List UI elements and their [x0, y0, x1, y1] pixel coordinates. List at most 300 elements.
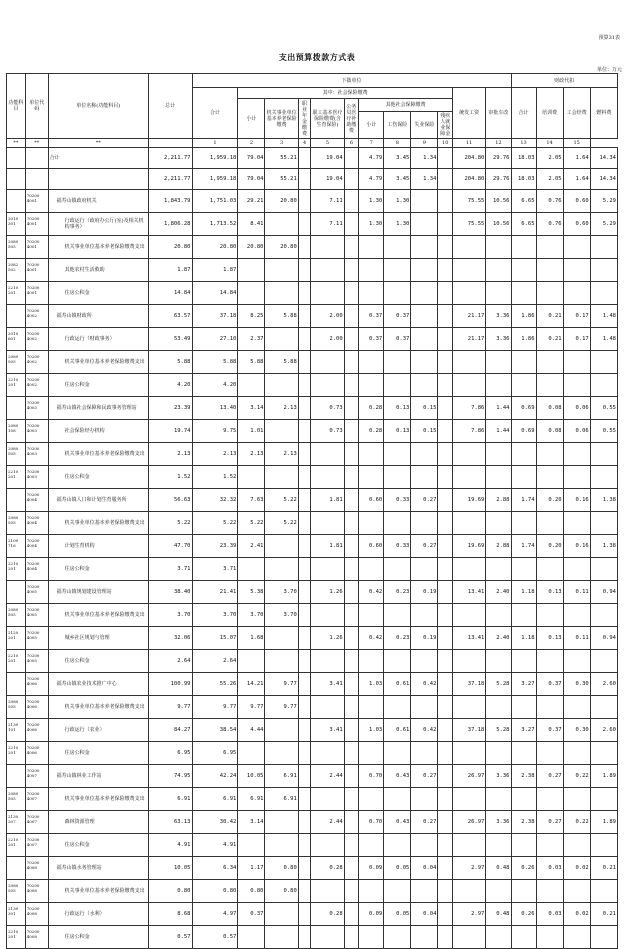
value-cell [511, 351, 536, 374]
name-cell: 森林资源管理 [48, 811, 148, 834]
name-cell: 住房公积金 [48, 558, 148, 581]
column-number: 10 [438, 139, 453, 148]
value-cell: 8.68 [148, 903, 192, 926]
table-row [7, 305, 618, 328]
value-cell [298, 148, 311, 169]
value-cell: 1.03 [359, 719, 384, 742]
value-cell [511, 742, 536, 765]
value-cell: 13.41 [453, 627, 486, 650]
value-cell: 4.20 [148, 374, 192, 397]
value-cell: 0.57 [148, 926, 192, 949]
value-cell: 7.11 [311, 190, 344, 213]
func-code-cell: 2080 505 [7, 696, 26, 719]
value-cell: 2.13 [265, 397, 298, 420]
header-down-group: 下拨单位 [192, 74, 511, 88]
value-cell: 0.21 [590, 903, 617, 926]
value-cell: 1.34 [411, 169, 438, 190]
value-cell [411, 259, 438, 282]
value-cell [486, 834, 511, 857]
value-cell: 2.60 [590, 673, 617, 696]
value-cell: 37.18 [453, 719, 486, 742]
value-cell [411, 213, 438, 236]
value-cell: 2.64 [148, 650, 192, 673]
value-cell: 1.30 [359, 190, 384, 213]
value-cell [563, 236, 590, 259]
value-cell: 2.05 [536, 148, 563, 169]
value-cell [438, 466, 453, 489]
value-cell [384, 466, 411, 489]
value-cell: 23.39 [148, 397, 192, 420]
value-cell: 0.80 [238, 880, 265, 903]
value-cell: 2.13 [265, 443, 298, 466]
value-cell [453, 650, 486, 673]
value-cell [238, 926, 265, 949]
value-cell: 0.61 [384, 673, 411, 696]
name-cell: 其他农村生活救助 [48, 259, 148, 282]
name-cell: 机关事业单位基本养老保险缴费支出 [48, 236, 148, 259]
value-cell [536, 650, 563, 673]
func-code-cell: 2080 505 [7, 443, 26, 466]
value-cell: 5.29 [590, 213, 617, 236]
value-cell: 2.00 [311, 328, 344, 351]
value-cell: 1.81 [311, 535, 344, 558]
func-code-cell: 2080 505 [7, 351, 26, 374]
value-cell: 0.94 [590, 581, 617, 604]
header-training: 培训费 [536, 88, 563, 139]
name-cell: 福寿山镇政府机关 [48, 190, 148, 213]
value-cell [359, 604, 384, 627]
form-tag: 预算31表 [598, 35, 620, 41]
value-cell [311, 351, 344, 374]
value-cell: 1.89 [590, 811, 617, 834]
value-cell: 3.41 [311, 719, 344, 742]
value-cell: 4.20 [192, 374, 238, 397]
value-cell [486, 880, 511, 903]
value-cell: 7.63 [238, 489, 265, 512]
name-cell: 机关事业单位基本养老保险缴费支出 [48, 604, 148, 627]
func-code-cell: 2080 505 [7, 880, 26, 903]
value-cell [238, 742, 265, 765]
name-cell: 福寿山镇农业技术推广中心 [48, 673, 148, 696]
name-cell: 行政运行（水利） [48, 903, 148, 926]
value-cell: 3.36 [486, 305, 511, 328]
value-cell [311, 512, 344, 535]
value-cell: 38.54 [192, 719, 238, 742]
value-cell [265, 535, 298, 558]
name-cell: 福寿山镇财政所 [48, 305, 148, 328]
value-cell [411, 282, 438, 305]
value-cell: 7.11 [311, 213, 344, 236]
value-cell: 2.44 [311, 765, 344, 788]
value-cell [238, 374, 265, 397]
value-cell: 0.19 [411, 627, 438, 650]
value-cell [298, 627, 311, 650]
value-cell [536, 788, 563, 811]
func-code-cell: 2080 505 [7, 236, 26, 259]
value-cell [563, 374, 590, 397]
value-cell [511, 282, 536, 305]
value-cell [590, 604, 617, 627]
value-cell [298, 535, 311, 558]
value-cell [298, 236, 311, 259]
func-code-cell: 2130 301 [7, 903, 26, 926]
unit-code-cell: 70200 4003 [25, 397, 48, 420]
value-cell: 0.37 [359, 328, 384, 351]
value-cell [438, 558, 453, 581]
header-civil-med: 公务员医疗补助缴费 [344, 99, 359, 139]
value-cell [453, 259, 486, 282]
value-cell: 0.23 [384, 581, 411, 604]
value-cell: 3.70 [148, 604, 192, 627]
column-number: ** [48, 139, 148, 148]
value-cell: 3.36 [486, 328, 511, 351]
value-cell [563, 742, 590, 765]
unit-code-cell: 70200 4002 [25, 305, 48, 328]
value-cell: 0.30 [563, 673, 590, 696]
func-code-cell [7, 765, 26, 788]
value-cell [453, 880, 486, 903]
value-cell: 4.79 [359, 169, 384, 190]
value-cell [384, 604, 411, 627]
value-cell [311, 742, 344, 765]
value-cell: 10.05 [238, 765, 265, 788]
value-cell [411, 512, 438, 535]
value-cell [511, 696, 536, 719]
value-cell [438, 696, 453, 719]
value-cell [238, 558, 265, 581]
value-cell [344, 397, 359, 420]
value-cell [590, 696, 617, 719]
value-cell: 0.13 [536, 581, 563, 604]
unit-code-cell: 70200 4002 [25, 374, 48, 397]
value-cell [384, 512, 411, 535]
value-cell: 6.95 [148, 742, 192, 765]
value-cell [344, 259, 359, 282]
value-cell: 0.28 [359, 420, 384, 443]
value-cell [298, 512, 311, 535]
value-cell [344, 466, 359, 489]
value-cell: 0.30 [563, 719, 590, 742]
value-cell: 3.27 [511, 719, 536, 742]
value-cell [359, 512, 384, 535]
value-cell: 38.40 [148, 581, 192, 604]
value-cell [311, 236, 344, 259]
name-cell: 福寿山镇规划建设管理站 [48, 581, 148, 604]
value-cell [384, 696, 411, 719]
value-cell: 14.84 [192, 282, 238, 305]
value-cell: 0.06 [563, 397, 590, 420]
value-cell: 3.70 [265, 604, 298, 627]
value-cell [453, 926, 486, 949]
value-cell: 1.52 [148, 466, 192, 489]
value-cell: 2.64 [192, 650, 238, 673]
func-code-cell [7, 305, 26, 328]
budget-table [6, 73, 618, 949]
value-cell [536, 282, 563, 305]
value-cell [438, 857, 453, 880]
value-cell: 1.64 [563, 169, 590, 190]
value-cell: 18.03 [511, 169, 536, 190]
value-cell: 0.04 [411, 857, 438, 880]
value-cell: 9.77 [265, 673, 298, 696]
value-cell: 53.49 [148, 328, 192, 351]
table-row [7, 535, 618, 558]
unit-code-cell: 70200 4005 [25, 604, 48, 627]
value-cell: 0.69 [511, 397, 536, 420]
value-cell: 13.41 [453, 581, 486, 604]
name-cell: 住房公积金 [48, 926, 148, 949]
value-cell [486, 742, 511, 765]
unit-code-cell: 70200 4004 [25, 512, 48, 535]
func-code-cell: 2210 201 [7, 834, 26, 857]
value-cell [298, 581, 311, 604]
value-cell: 0.28 [311, 857, 344, 880]
name-cell: 机关事业单位基本养老保险缴费支出 [48, 351, 148, 374]
value-cell [344, 190, 359, 213]
value-cell [411, 650, 438, 673]
value-cell [265, 374, 298, 397]
value-cell: 1.18 [511, 581, 536, 604]
value-cell: 2.88 [486, 489, 511, 512]
func-code-cell [7, 673, 26, 696]
value-cell: 63.13 [148, 811, 192, 834]
value-cell [438, 351, 453, 374]
value-cell: 3.45 [384, 169, 411, 190]
value-cell: 2,211.77 [148, 169, 192, 190]
value-cell [453, 443, 486, 466]
value-cell: 0.27 [411, 765, 438, 788]
value-cell: 3.71 [148, 558, 192, 581]
value-cell [438, 169, 453, 190]
header-social-group: 其中：社会保险缴费 [238, 88, 453, 99]
value-cell: 10.05 [148, 857, 192, 880]
unit-code-cell: 70200 4003 [25, 466, 48, 489]
value-cell [265, 926, 298, 949]
func-code-cell: 2080 505 [7, 512, 26, 535]
value-cell [486, 236, 511, 259]
value-cell [438, 834, 453, 857]
value-cell: 0.26 [511, 857, 536, 880]
value-cell: 0.27 [411, 489, 438, 512]
func-code-cell: 2080 505 [7, 788, 26, 811]
value-cell: 0.76 [536, 190, 563, 213]
unit-code-cell: 70200 4006 [25, 696, 48, 719]
unit-code-cell: 70200 4006 [25, 742, 48, 765]
table-row [7, 604, 618, 627]
unit-code-cell: 70200 4004 [25, 535, 48, 558]
value-cell: 1.87 [148, 259, 192, 282]
value-cell: 0.33 [384, 489, 411, 512]
value-cell: 0.42 [411, 719, 438, 742]
value-cell: 1.74 [511, 535, 536, 558]
value-cell: 5.22 [192, 512, 238, 535]
value-cell [536, 466, 563, 489]
value-cell [511, 604, 536, 627]
unit-code-cell: 70200 4005 [25, 650, 48, 673]
value-cell: 2.44 [311, 811, 344, 834]
value-cell [344, 489, 359, 512]
value-cell: 2.40 [486, 627, 511, 650]
value-cell: 55.21 [265, 169, 298, 190]
value-cell [344, 834, 359, 857]
value-cell [298, 351, 311, 374]
value-cell [563, 512, 590, 535]
value-cell: 84.27 [148, 719, 192, 742]
name-cell: 住房公积金 [48, 742, 148, 765]
name-cell: 住房公积金 [48, 834, 148, 857]
value-cell [438, 650, 453, 673]
table-row [7, 926, 618, 949]
value-cell [453, 696, 486, 719]
value-cell: 5.28 [486, 673, 511, 696]
value-cell [511, 926, 536, 949]
value-cell [590, 788, 617, 811]
value-cell: 7.86 [453, 420, 486, 443]
value-cell [590, 558, 617, 581]
value-cell: 47.70 [148, 535, 192, 558]
unit-code-cell: 70200 4002 [25, 328, 48, 351]
value-cell [344, 765, 359, 788]
func-code-cell [7, 148, 26, 169]
value-cell [486, 604, 511, 627]
value-cell: 0.26 [511, 903, 536, 926]
value-cell [438, 213, 453, 236]
table-row [7, 169, 618, 190]
value-cell [438, 765, 453, 788]
header-wage: 统发工资 [453, 88, 486, 139]
value-cell [384, 351, 411, 374]
value-cell: 19.04 [311, 169, 344, 190]
value-cell [311, 834, 344, 857]
value-cell: 1.38 [590, 489, 617, 512]
value-cell [311, 558, 344, 581]
value-cell [511, 236, 536, 259]
value-cell: 0.02 [563, 903, 590, 926]
name-cell: 机关事业单位基本养老保险缴费支出 [48, 880, 148, 903]
func-code-cell: 2210 201 [7, 558, 26, 581]
value-cell [411, 236, 438, 259]
value-cell: 1.34 [411, 148, 438, 169]
table-row [7, 650, 618, 673]
name-cell: 行政运行（财政事务） [48, 328, 148, 351]
value-cell: 1.30 [384, 190, 411, 213]
value-cell [298, 374, 311, 397]
value-cell: 0.21 [536, 328, 563, 351]
value-cell [563, 443, 590, 466]
value-cell: 6.95 [192, 742, 238, 765]
value-cell: 0.03 [536, 857, 563, 880]
func-code-cell: 2080 505 [7, 604, 26, 627]
value-cell: 20.80 [192, 236, 238, 259]
column-number-row [7, 139, 618, 148]
column-number [148, 139, 192, 148]
value-cell [298, 696, 311, 719]
value-cell: 1.01 [238, 420, 265, 443]
value-cell: 1.68 [238, 627, 265, 650]
value-cell: 19.74 [148, 420, 192, 443]
value-cell [486, 466, 511, 489]
value-cell: 26.97 [453, 811, 486, 834]
unit-code-cell: 70200 4005 [25, 581, 48, 604]
header-annuity: 职业年金缴费 [298, 99, 311, 139]
value-cell [590, 282, 617, 305]
column-number: 9 [411, 139, 438, 148]
func-code-cell [7, 169, 26, 190]
value-cell [590, 834, 617, 857]
value-cell: 1.26 [311, 627, 344, 650]
value-cell: 0.37 [359, 305, 384, 328]
name-cell: 福寿山镇社会保障和民政事务管理站 [48, 397, 148, 420]
value-cell [590, 466, 617, 489]
value-cell [238, 466, 265, 489]
value-cell [536, 696, 563, 719]
value-cell: 0.70 [359, 765, 384, 788]
value-cell [486, 374, 511, 397]
value-cell: 0.73 [311, 420, 344, 443]
value-cell [298, 282, 311, 305]
value-cell: 19.69 [453, 535, 486, 558]
value-cell: 0.02 [563, 857, 590, 880]
value-cell [438, 236, 453, 259]
value-cell [238, 834, 265, 857]
value-cell: 0.94 [590, 627, 617, 650]
value-cell [511, 443, 536, 466]
value-cell: 55.26 [192, 673, 238, 696]
value-cell: 20.80 [238, 236, 265, 259]
value-cell: 18.03 [511, 148, 536, 169]
func-code-cell: 2120 201 [7, 627, 26, 650]
value-cell [563, 650, 590, 673]
value-cell [536, 512, 563, 535]
value-cell: 0.21 [536, 305, 563, 328]
value-cell: 0.09 [359, 857, 384, 880]
value-cell: 1.44 [486, 420, 511, 443]
value-cell [359, 443, 384, 466]
value-cell [359, 834, 384, 857]
value-cell [438, 926, 453, 949]
value-cell: 2.37 [238, 328, 265, 351]
table-row [7, 328, 618, 351]
value-cell [298, 420, 311, 443]
value-cell [298, 259, 311, 282]
value-cell: 0.09 [359, 903, 384, 926]
table-row [7, 236, 618, 259]
value-cell: 1.30 [384, 213, 411, 236]
value-cell: 2,211.77 [148, 148, 192, 169]
name-cell: 住房公积金 [48, 374, 148, 397]
value-cell [359, 351, 384, 374]
value-cell [344, 169, 359, 190]
value-cell [384, 282, 411, 305]
value-cell [590, 742, 617, 765]
name-cell: 城乡社区规划与管理 [48, 627, 148, 650]
value-cell [453, 604, 486, 627]
table-row [7, 834, 618, 857]
table-row [7, 857, 618, 880]
value-cell [344, 420, 359, 443]
value-cell [563, 834, 590, 857]
value-cell [411, 351, 438, 374]
value-cell: 0.13 [536, 627, 563, 650]
value-cell [438, 190, 453, 213]
value-cell: 1.26 [311, 581, 344, 604]
value-cell [344, 696, 359, 719]
value-cell: 5.22 [148, 512, 192, 535]
value-cell [411, 742, 438, 765]
unit-code-cell: 70200 4008 [25, 880, 48, 903]
value-cell [265, 558, 298, 581]
header-disabled: 残疾人就业保障金 [438, 112, 453, 139]
